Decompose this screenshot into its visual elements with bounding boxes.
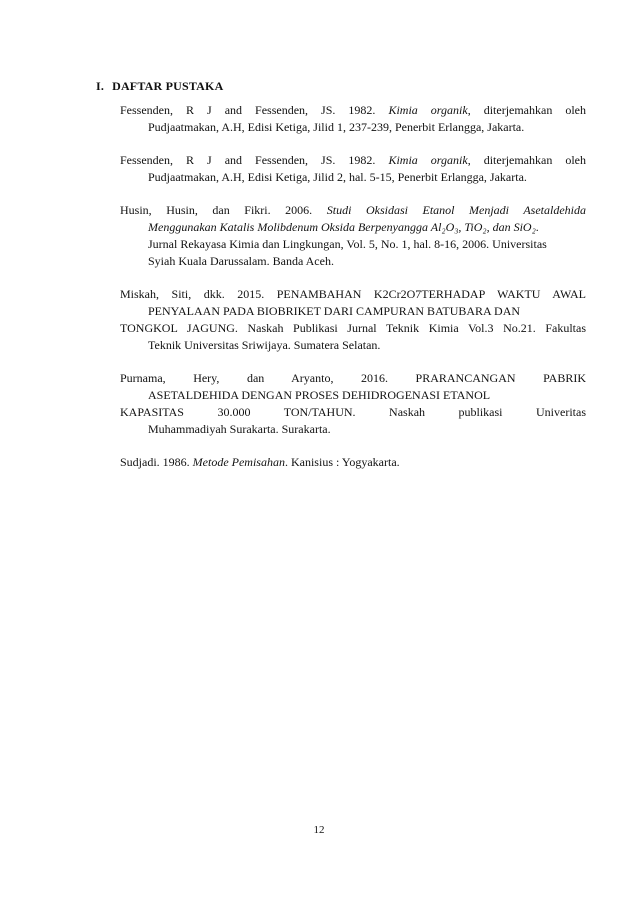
reference-line: Miskah, Siti, dkk. 2015. PENAMBAHAN K2Cr2O7TERHADAP WAKTU AWAL <box>120 287 586 301</box>
reference-title: Metode Pemisahan <box>192 455 285 469</box>
reference-line: Fessenden, R J and Fessenden, JS. 1982. Kimia organik, diterjemahkan oleh <box>120 153 586 167</box>
reference-title: Kimia organik <box>388 103 468 117</box>
reference-line: ASETALDEHIDA DENGAN PROSES DEHIDROGENASI ETANOL <box>148 388 491 402</box>
reference-list <box>120 102 586 487</box>
reference-title: Menggunakan Katalis Molibdenum Oksida Berpenyangga Al₂O₃, TiO₂, dan SiO₂ <box>148 220 536 234</box>
reference-line: Muhammadiyah Surakarta. Surakarta. <box>148 422 331 436</box>
reference-item <box>120 152 586 186</box>
reference-line: Pudjaatmakan, A.H, Edisi Ketiga, Jilid 1, 237-239, Penerbit Erlangga, Jakarta. <box>148 120 525 134</box>
reference-line: PENYALAAN PADA BIOBRIKET DARI CAMPURAN BATUBARA DAN <box>148 304 521 318</box>
reference-line: Husin, Husin, dan Fikri. 2006. Studi Oksidasi Etanol Menjadi Asetaldehida <box>120 203 586 217</box>
reference-item <box>120 454 586 471</box>
reference-line: Sudjadi. 1986. Metode Pemisahan. Kanisius : Yogyakarta. <box>120 455 400 469</box>
reference-line: Syiah Kuala Darussalam. Banda Aceh. <box>148 254 334 268</box>
reference-line: TONGKOL JAGUNG. Naskah Publikasi Jurnal Teknik Kimia Vol.3 No.21. Fakultas <box>120 321 586 335</box>
reference-item <box>120 370 586 438</box>
section-heading <box>96 79 223 94</box>
reference-line: Fessenden, R J and Fessenden, JS. 1982. Kimia organik, diterjemahkan oleh <box>120 103 586 117</box>
section-title: DAFTAR PUSTAKA <box>112 79 224 93</box>
reference-line: Pudjaatmakan, A.H, Edisi Ketiga, Jilid 2, hal. 5-15, Penerbit Erlangga, Jakarta. <box>148 170 527 184</box>
section-number: I. <box>96 79 105 93</box>
reference-line: Menggunakan Katalis Molibdenum Oksida Berpenyangga Al₂O₃, TiO₂, dan SiO₂. <box>148 220 539 234</box>
reference-title: Studi Oksidasi Etanol Menjadi Asetaldehida <box>326 203 586 217</box>
reference-title: Kimia organik <box>388 153 468 167</box>
reference-line: Purnama, Hery, dan Aryanto, 2016. PRARANCANGAN PABRIK <box>120 371 586 385</box>
reference-item <box>120 286 586 354</box>
page-number: 12 <box>313 824 325 836</box>
reference-item <box>120 102 586 136</box>
reference-item <box>120 202 586 270</box>
reference-line: Teknik Universitas Sriwijaya. Sumatera Selatan. <box>148 338 381 352</box>
reference-line: Jurnal Rekayasa Kimia dan Lingkungan, Vol. 5, No. 1, hal. 8-16, 2006. Universitas <box>148 237 547 251</box>
reference-line: KAPASITAS 30.000 TON/TAHUN. Naskah publikasi Univeritas <box>120 405 586 419</box>
